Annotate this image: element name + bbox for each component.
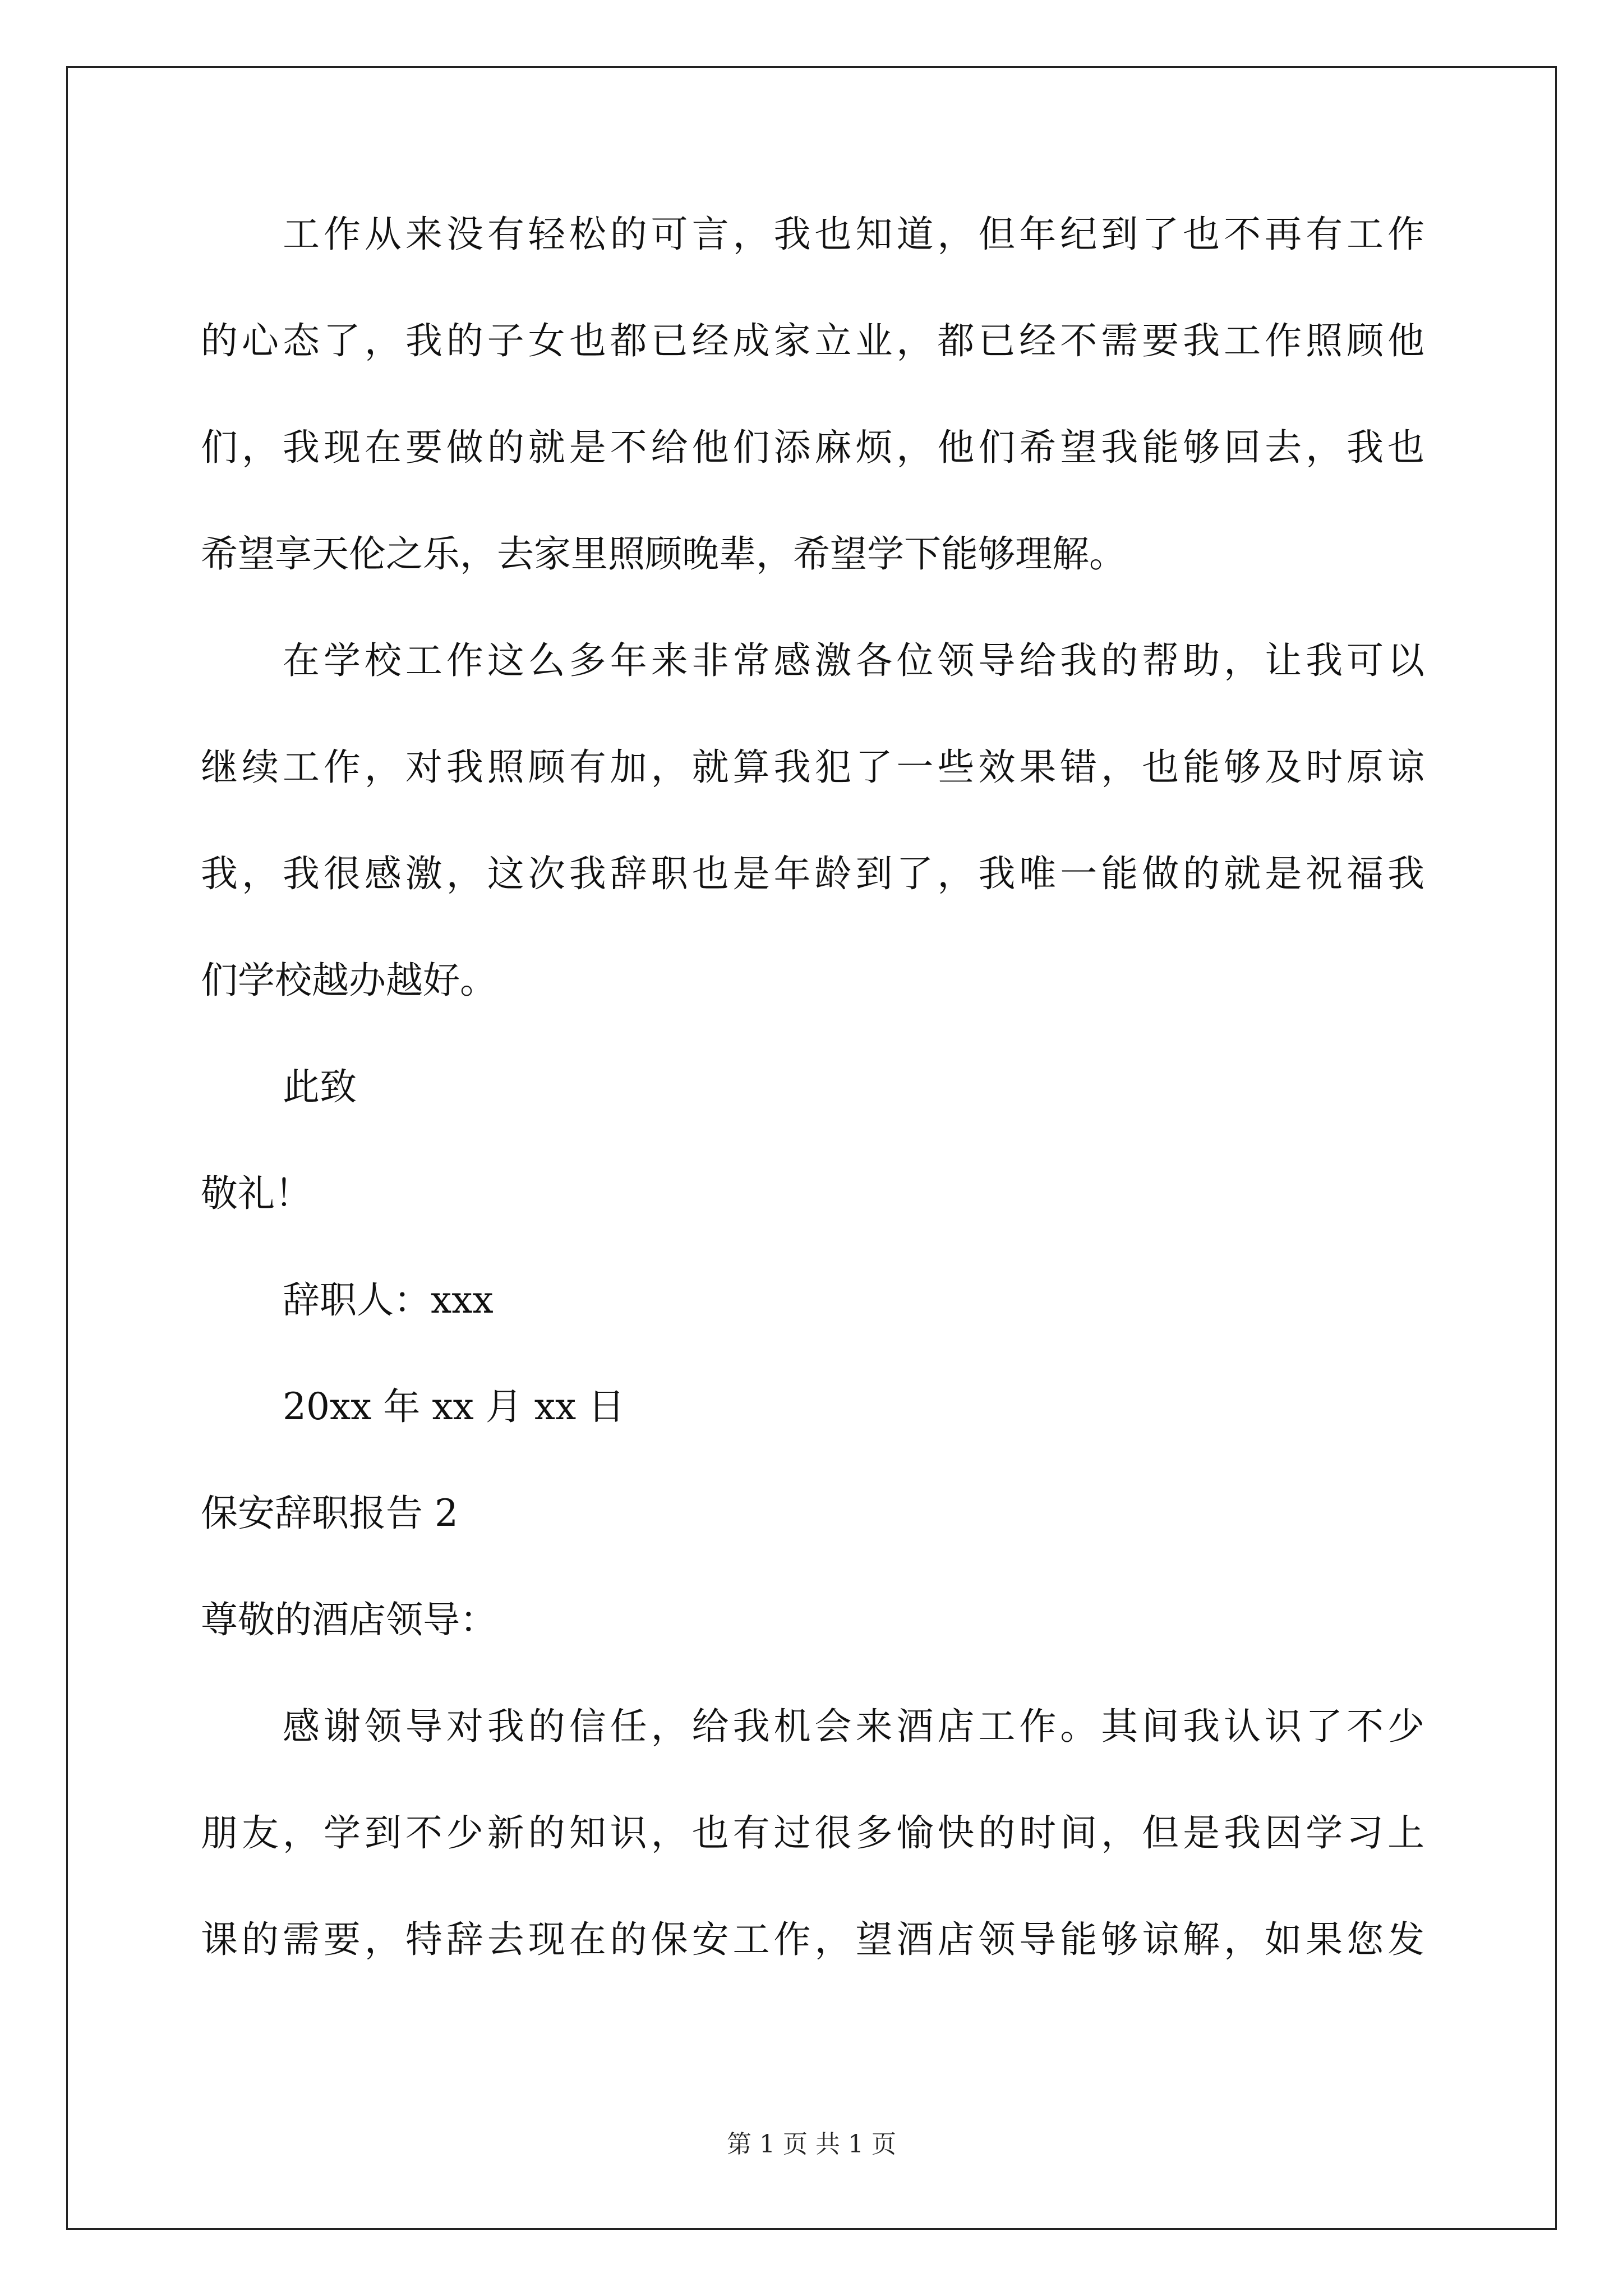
letter-greeting: 尊敬的酒店领导： — [201, 1598, 497, 1641]
paragraph-1-line-1: 工作从来没有轻松的可言，我也知道，但年纪到了也不再有工作 — [283, 213, 1424, 256]
paragraph-2-line-3: 我，我很感激，这次我辞职也是年龄到了，我唯一能做的就是祝福我 — [201, 852, 1424, 895]
signature-date: 20xx 年 xx 月 xx 日 — [283, 1385, 625, 1428]
paragraph-1-line-4: 希望享天伦之乐，去家里照顾晚辈，希望学下能够理解。 — [201, 532, 1126, 576]
page-footer: 第 1 页 共 1 页 — [727, 2130, 896, 2159]
signature-name: 辞职人：xxx — [283, 1278, 494, 1322]
paragraph-2-line-1: 在学校工作这么多年来非常感激各位领导给我的帮助，让我可以 — [283, 639, 1424, 682]
paragraph-2-line-4: 们学校越办越好。 — [201, 959, 497, 1002]
section-heading: 保安辞职报告 2 — [201, 1492, 458, 1535]
closing-regards: 敬礼！ — [201, 1172, 312, 1215]
paragraph-3-line-3: 课的需要，特辞去现在的保安工作，望酒店领导能够谅解，如果您发 — [201, 1918, 1424, 1961]
paragraph-3-line-1: 感谢领导对我的信任，给我机会来酒店工作。其间我认识了不少 — [283, 1705, 1424, 1748]
paragraph-3-line-2: 朋友，学到不少新的知识，也有过很多愉快的时间，但是我因学习上 — [201, 1811, 1424, 1855]
page-border — [66, 66, 1557, 2230]
paragraph-1-line-2: 的心态了，我的子女也都已经成家立业，都已经不需要我工作照顾他 — [201, 319, 1424, 362]
closing-salutation: 此致 — [283, 1065, 357, 1108]
paragraph-2-line-2: 继续工作，对我照顾有加，就算我犯了一些效果错，也能够及时原谅 — [201, 746, 1424, 789]
paragraph-1-line-3: 们，我现在要做的就是不给他们添麻烦，他们希望我能够回去，我也 — [201, 426, 1424, 469]
